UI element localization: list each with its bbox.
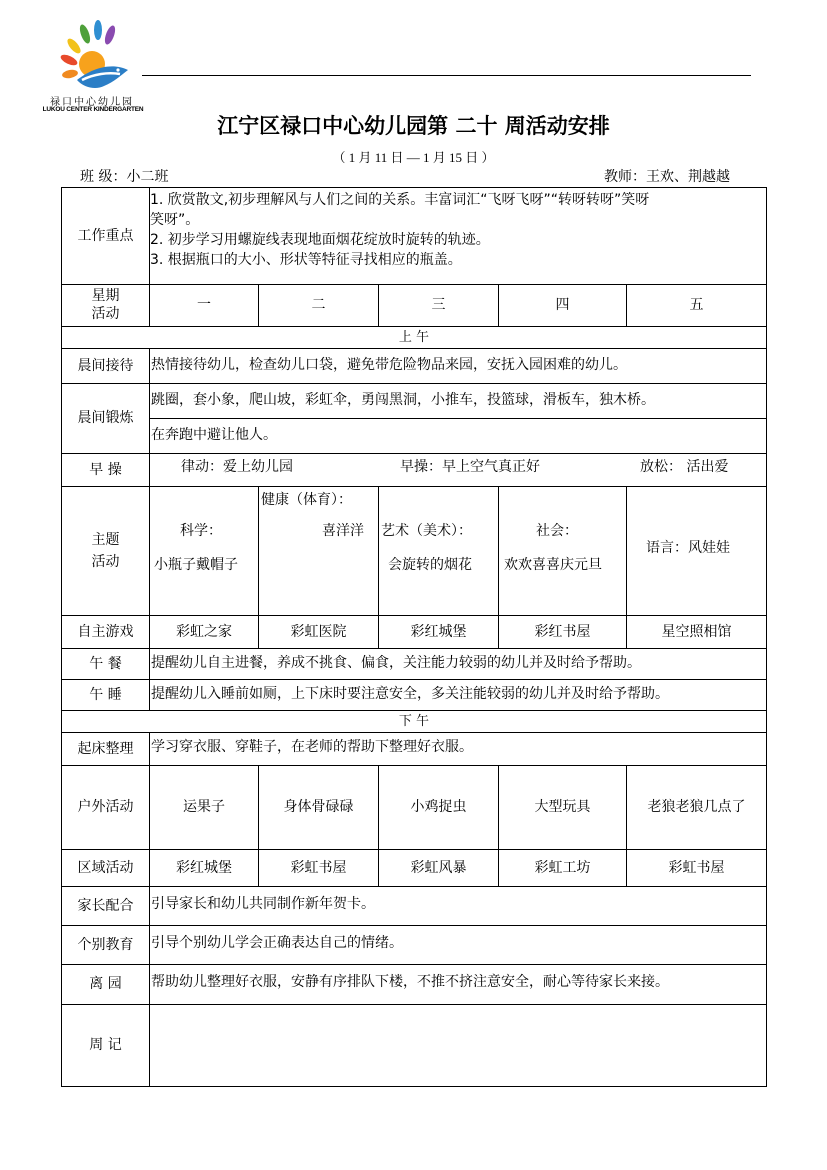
focus-content xyxy=(150,191,766,271)
area-fri: 彩虹书屋 xyxy=(668,859,725,876)
reception-label: 晨间接待 xyxy=(77,357,134,374)
individual-label: 个别教育 xyxy=(77,936,134,953)
lunch-text: 提醒幼儿自主进餐，养成不挑食、偏食，关注能力较弱的幼儿并及时给予帮助。 xyxy=(151,655,641,671)
leave-text: 帮助幼儿整理好衣服，安静有序排队下楼，不推不挤注意安全，耐心等待家长来接。 xyxy=(151,974,669,990)
theme-wed-subject: 艺术（美术）： xyxy=(381,523,472,539)
theme-label-line1: 主题 xyxy=(91,531,120,548)
theme-fri-text: 语言：风娃娃 xyxy=(646,540,730,556)
outdoor-fri: 老狼老狼几点了 xyxy=(647,799,746,816)
outdoor-wed: 小鸡捉虫 xyxy=(410,799,467,816)
journal-content[interactable] xyxy=(150,1005,766,1086)
focus-line: 1. 欣赏散文,初步理解风与人们之间的关系。丰富词汇“飞呀飞呀”“转呀转呀”笑呀 xyxy=(150,192,650,208)
free-play-tue: 彩虹医院 xyxy=(290,623,347,640)
theme-thu-title: 欢欢喜喜庆元旦 xyxy=(504,557,602,573)
area-mon: 彩红城堡 xyxy=(176,859,232,876)
exercise-note: 在奔跑中避让他人。 xyxy=(151,427,277,443)
area-tue: 彩虹书屋 xyxy=(290,859,347,876)
outdoor-thu: 大型玩具 xyxy=(534,799,591,816)
theme-label xyxy=(62,487,149,615)
theme-tue-title: 喜洋洋 xyxy=(322,523,364,539)
drill-relax: 放松： 活出爱 xyxy=(640,459,729,475)
area-thu: 彩虹工坊 xyxy=(534,859,591,876)
class-label: 班 级：小二班 xyxy=(80,169,169,185)
weekday-header-label xyxy=(62,285,149,326)
wake-text: 学习穿衣服、穿鞋子，在老师的帮助下整理好衣服。 xyxy=(151,739,473,755)
focus-line: 笑呀”。 xyxy=(150,211,200,228)
focus-line: 2. 初步学习用螺旋线表现地面烟花绽放时旋转的轨迹。 xyxy=(150,231,490,248)
exercise-text: 跳圈，套小象，爬山坡，彩虹伞，勇闯黑洞，小推车，投篮球，滑板车，独木桥。 xyxy=(151,392,655,408)
focus-line: 3. 根据瓶口的大小、形状等特征寻找相应的瓶盖。 xyxy=(150,251,462,268)
drill-rhythm: 律动：爱上幼儿园 xyxy=(181,459,293,475)
individual-text: 引导个别幼儿学会正确表达自己的情绪。 xyxy=(151,935,403,951)
free-play-label: 自主游戏 xyxy=(77,623,134,640)
header-divider xyxy=(142,75,751,76)
theme-thu-subject: 社会： xyxy=(536,523,578,539)
exercise-label: 晨间锻炼 xyxy=(77,410,134,427)
focus-label: 工作重点 xyxy=(77,227,134,244)
journal-label: 周 记 xyxy=(89,1037,122,1054)
theme-mon-title: 小瓶子戴帽子 xyxy=(154,557,238,573)
outdoor-tue: 身体骨碌碌 xyxy=(283,799,354,816)
theme-label-line2: 活动 xyxy=(91,554,120,570)
date-range: （ 1 月 11 日 — 1 月 15 日 ） xyxy=(332,150,495,165)
drill-exercise: 早操：早上空气真正好 xyxy=(400,459,540,475)
day-monday: 一 xyxy=(197,297,211,314)
drill-label: 早 操 xyxy=(89,461,122,478)
nap-text: 提醒幼儿入睡前如厕，上下床时要注意安全，多关注能较弱的幼儿并及时给予帮助。 xyxy=(151,686,669,702)
nap-label: 午 睡 xyxy=(89,686,122,703)
free-play-fri: 星空照相馆 xyxy=(661,623,732,640)
free-play-wed: 彩红城堡 xyxy=(410,623,467,640)
day-thursday: 四 xyxy=(555,297,570,314)
parent-text: 引导家长和幼儿共同制作新年贺卡。 xyxy=(151,896,375,912)
outdoor-label: 户外活动 xyxy=(77,799,134,816)
area-label: 区域活动 xyxy=(77,859,134,876)
day-friday: 五 xyxy=(689,297,704,314)
reception-text: 热情接待幼儿，检查幼儿口袋，避免带危险物品来园，安抚入园困难的幼儿。 xyxy=(151,357,627,373)
afternoon-section-header: 下 午 xyxy=(398,713,430,729)
theme-tue-subject: 健康（体育）： xyxy=(261,492,352,508)
page-title: 江宁区禄口中心幼儿园第 二十 周活动安排 xyxy=(217,113,610,138)
free-play-mon: 彩虹之家 xyxy=(176,623,232,640)
parent-label: 家长配合 xyxy=(77,897,134,914)
logo-english-name: LUKOU CENTER KINDERGARTEN xyxy=(42,106,144,113)
day-wednesday: 三 xyxy=(431,297,446,314)
logo-chinese-name: 禄口中心幼儿园 xyxy=(50,97,134,108)
free-play-thu: 彩红书屋 xyxy=(534,623,591,640)
day-tuesday: 二 xyxy=(311,297,326,314)
morning-section-header: 上 午 xyxy=(398,329,430,345)
area-wed: 彩虹风暴 xyxy=(410,859,467,876)
lunch-label: 午 餐 xyxy=(89,655,122,672)
teacher-label: 教师：王欢、荆越越 xyxy=(604,169,730,185)
weekday-label: 星期 xyxy=(91,288,120,304)
outdoor-mon: 运果子 xyxy=(183,799,225,816)
theme-wed-title: 会旋转的烟花 xyxy=(388,557,472,573)
leave-label: 离 园 xyxy=(89,976,122,993)
wake-label: 起床整理 xyxy=(77,740,134,757)
theme-mon-subject: 科学： xyxy=(180,523,222,539)
activity-label: 活动 xyxy=(91,305,120,322)
